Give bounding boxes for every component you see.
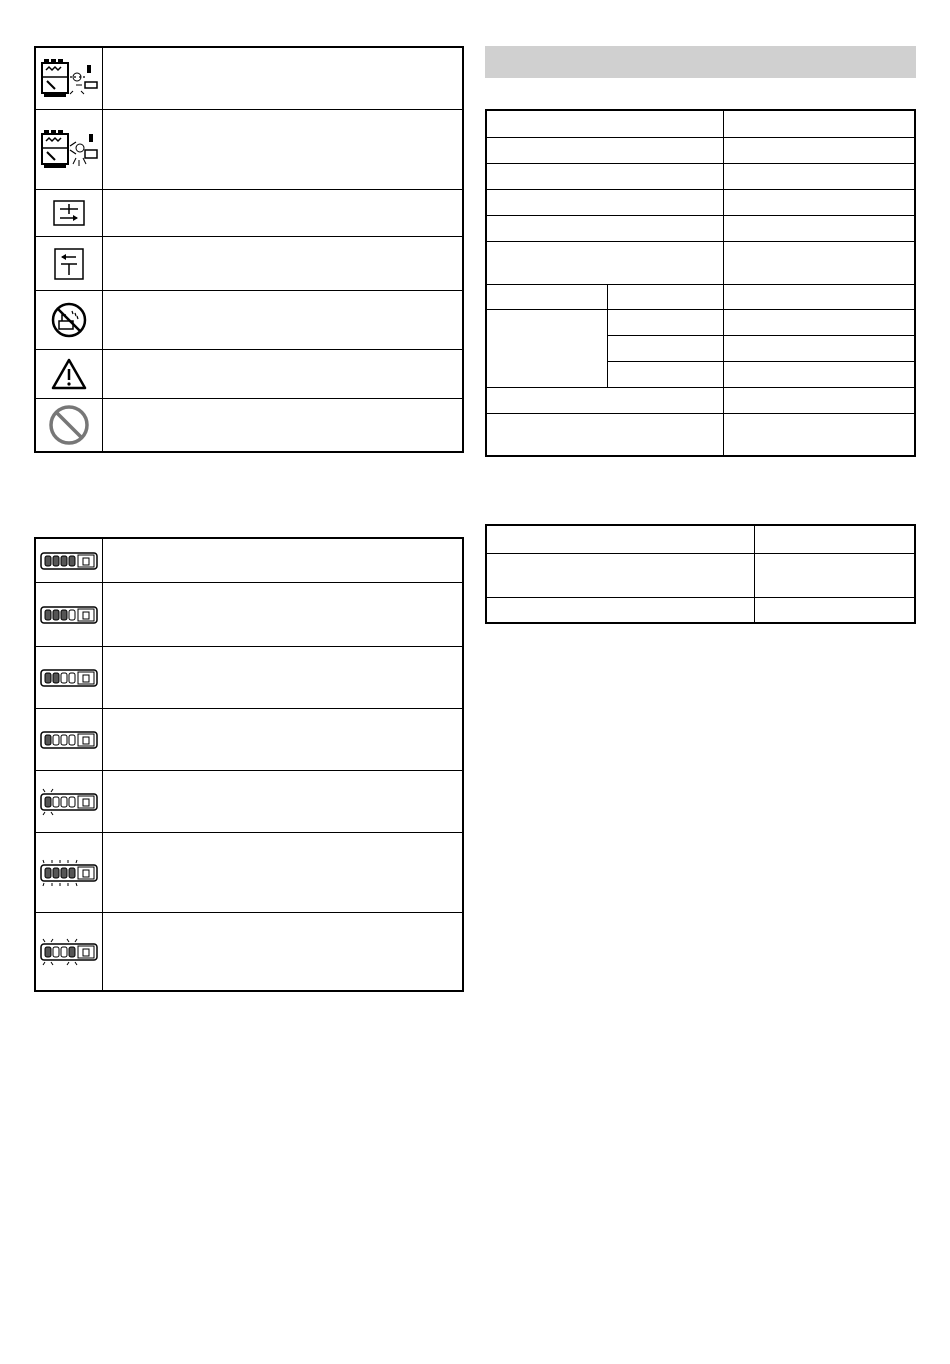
- spec-label-cell: [487, 190, 724, 216]
- symbol-row: [36, 190, 462, 237]
- section-header-bar: [485, 46, 916, 78]
- battery-description: [103, 771, 462, 832]
- battery-row: [36, 913, 462, 990]
- battery-row: [36, 833, 462, 913]
- spec-value-cell: [724, 285, 914, 310]
- battery-row: [36, 709, 462, 771]
- spec-value-cell: [724, 414, 914, 455]
- spec-label-cell: [487, 216, 724, 242]
- battery-blinking-1-icon: [36, 771, 103, 832]
- spec-label-cell: [487, 414, 724, 455]
- info-value-cell: [755, 526, 914, 554]
- spec-sublabel-cell: [608, 336, 724, 362]
- spec-label-cell: [487, 388, 724, 414]
- spec-sublabel-cell: [608, 285, 724, 310]
- info-value-cell: [755, 554, 914, 598]
- symbols-table: [34, 46, 464, 453]
- symbol-description: [103, 237, 462, 290]
- spec-sublabel-cell: [608, 362, 724, 388]
- symbol-description: [103, 48, 462, 109]
- prohibited-circle-icon: [36, 399, 103, 451]
- spec-value-cell: [724, 310, 914, 336]
- battery-all-blinking-icon: [36, 833, 103, 912]
- specifications-table: [485, 109, 916, 457]
- spec-label-cell: [487, 164, 724, 190]
- battery-description: [103, 647, 462, 708]
- symbol-row: [36, 48, 462, 110]
- info-label-cell: [487, 598, 755, 622]
- spec-value-cell: [724, 362, 914, 388]
- warning-triangle-icon: [36, 350, 103, 398]
- symbol-row: [36, 399, 462, 451]
- battery-2-bars-icon: [36, 647, 103, 708]
- battery-indicator-table: [34, 537, 464, 992]
- battery-description: [103, 833, 462, 912]
- spec-label-cell: [487, 111, 724, 138]
- battery-description: [103, 709, 462, 770]
- symbol-description: [103, 350, 462, 398]
- spec-label-cell: [487, 242, 724, 285]
- battery-description: [103, 583, 462, 646]
- spec-value-cell: [724, 190, 914, 216]
- battery-description: [103, 539, 462, 582]
- spec-value-cell: [724, 336, 914, 362]
- spec-value-cell: [724, 388, 914, 414]
- battery-row: [36, 771, 462, 833]
- battery-row: [36, 647, 462, 709]
- spec-label-cell: [487, 138, 724, 164]
- battery-3-bars-icon: [36, 583, 103, 646]
- battery-row: [36, 583, 462, 647]
- insert-arrow-icon: [36, 190, 103, 236]
- info-label-cell: [487, 526, 755, 554]
- spec-value-cell: [724, 138, 914, 164]
- symbol-row: [36, 291, 462, 350]
- symbol-description: [103, 190, 462, 236]
- battery-4-bars-icon: [36, 539, 103, 582]
- symbol-description: [103, 110, 462, 189]
- no-water-icon: [36, 291, 103, 349]
- battery-row: [36, 539, 462, 583]
- symbol-row: [36, 350, 462, 399]
- spec-value-cell: [724, 216, 914, 242]
- symbol-row: [36, 110, 462, 190]
- symbol-description: [103, 291, 462, 349]
- small-info-table: [485, 524, 916, 624]
- battery-ends-blinking-icon: [36, 913, 103, 990]
- battery-description: [103, 913, 462, 990]
- spec-label-cell: [487, 285, 608, 310]
- spec-value-cell: [724, 164, 914, 190]
- spec-value-cell: [724, 242, 914, 285]
- spec-value-cell: [724, 111, 914, 138]
- charger-display-icon-a: [36, 48, 103, 109]
- symbol-description: [103, 399, 462, 451]
- battery-1-bar-icon: [36, 709, 103, 770]
- charger-display-icon-b: [36, 110, 103, 189]
- remove-arrow-icon: [36, 237, 103, 290]
- info-label-cell: [487, 554, 755, 598]
- spec-sublabel-cell: [608, 310, 724, 336]
- symbol-row: [36, 237, 462, 291]
- info-value-cell: [755, 598, 914, 622]
- spec-merged-label-cell: [487, 310, 608, 388]
